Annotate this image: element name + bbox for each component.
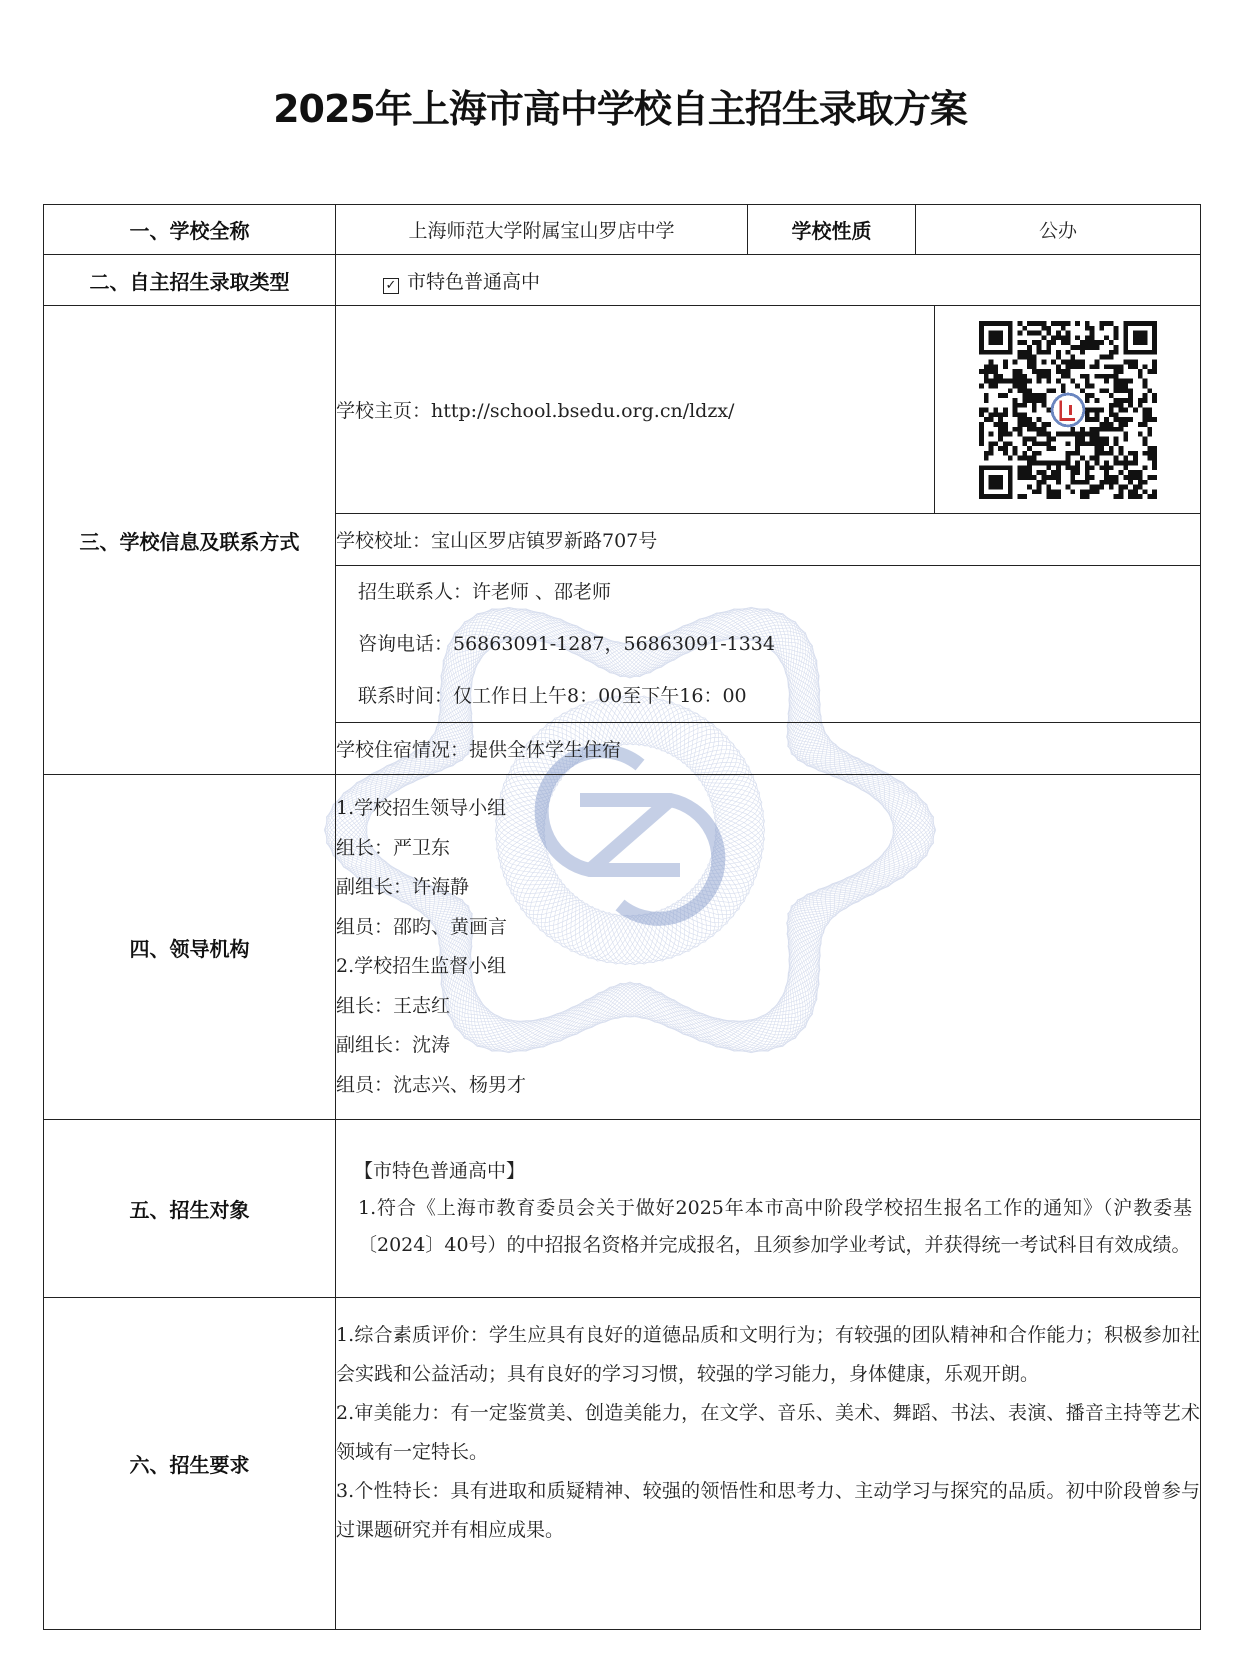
leadership-line: 2.学校招生监督小组 (336, 955, 507, 977)
requirement-item: 1.综合素质评价：学生应具有良好的道德品质和文明行为；有较强的团队精神和合作能力；积极参加社会实践和公益活动；具有良好的学习习惯，较强的学习能力，身体健康，乐观开朗。 (336, 1324, 1201, 1385)
contact-hours: 联系时间：仅工作日上午8：00至下午16：00 (358, 685, 747, 707)
row-leadership (44, 775, 1201, 1120)
checked-checkbox-icon: ✓ (383, 278, 399, 294)
requirements-cell (336, 1298, 1201, 1630)
qr-code-icon (979, 321, 1157, 499)
requirement-item: 3.个性特长：具有进取和质疑精神、较强的领悟性和思考力、主动学习与探究的品质。初中阶段曾参与过课题研究并有相应成果。 (336, 1480, 1201, 1541)
label-requirements: 六、招生要求 (44, 1298, 336, 1630)
contact-person: 招生联系人：许老师 、邵老师 (358, 581, 612, 603)
row-school-name (44, 205, 1201, 255)
leadership-line: 组员：沈志兴、杨男才 (336, 1073, 527, 1096)
target-cell (336, 1120, 1201, 1298)
admission-type-value: 市特色普通高中 (407, 270, 541, 293)
leadership-line: 副组长：沈涛 (336, 1034, 451, 1056)
contact-info-cell (336, 566, 1201, 723)
label-school-name: 一、学校全称 (44, 205, 336, 255)
leadership-line: 副组长：许海静 (336, 876, 470, 898)
admission-type-cell (336, 255, 1201, 306)
target-text: 1.符合《上海市教育委员会关于做好2025年本市高中阶段学校招生报名工作的通知》（沪教委基〔2024〕40号）的中招报名资格并完成报名，且须参加学业考试，并获得统一考试科目有效成绩。 (358, 1197, 1193, 1256)
dorm-text: 学校住宿情况：提供全体学生住宿 (336, 723, 1201, 775)
homepage-text: 学校主页：http://school.bsedu.org.cn/ldzx/ (336, 306, 935, 514)
row-target (44, 1120, 1201, 1298)
label-contact: 三、学校信息及联系方式 (44, 306, 336, 775)
label-target: 五、招生对象 (44, 1120, 336, 1298)
school-name-value: 上海师范大学附属宝山罗店中学 (336, 205, 748, 255)
leadership-line: 组员：邵昀、黄画言 (336, 915, 508, 938)
label-leadership: 四、领导机构 (44, 775, 336, 1120)
target-heading: 【市特色普通高中】 (354, 1160, 526, 1182)
page-title: 2025年上海市高中学校自主招生录取方案 (273, 87, 967, 131)
address-text: 学校校址：宝山区罗店镇罗新路707号 (336, 514, 1201, 566)
contact-phone: 咨询电话：56863091-1287，56863091-1334 (358, 633, 775, 655)
leadership-line: 1.学校招生领导小组 (336, 797, 507, 819)
school-nature-value: 公办 (916, 205, 1201, 255)
row-requirements (44, 1298, 1201, 1630)
qr-cell (935, 306, 1201, 514)
requirement-item: 2.审美能力：有一定鉴赏美、创造美能力，在文学、音乐、美术、舞蹈、书法、表演、播音主持等艺术领域有一定特长。 (336, 1402, 1201, 1463)
leadership-line: 组长：王志红 (336, 994, 451, 1017)
row-homepage (44, 306, 1201, 514)
leadership-list (336, 775, 1201, 1120)
admission-table (43, 204, 1201, 1630)
label-admission-type: 二、自主招生录取类型 (44, 255, 336, 306)
label-school-nature: 学校性质 (748, 205, 916, 255)
leadership-line: 组长：严卫东 (336, 836, 451, 859)
row-admission-type (44, 255, 1201, 306)
